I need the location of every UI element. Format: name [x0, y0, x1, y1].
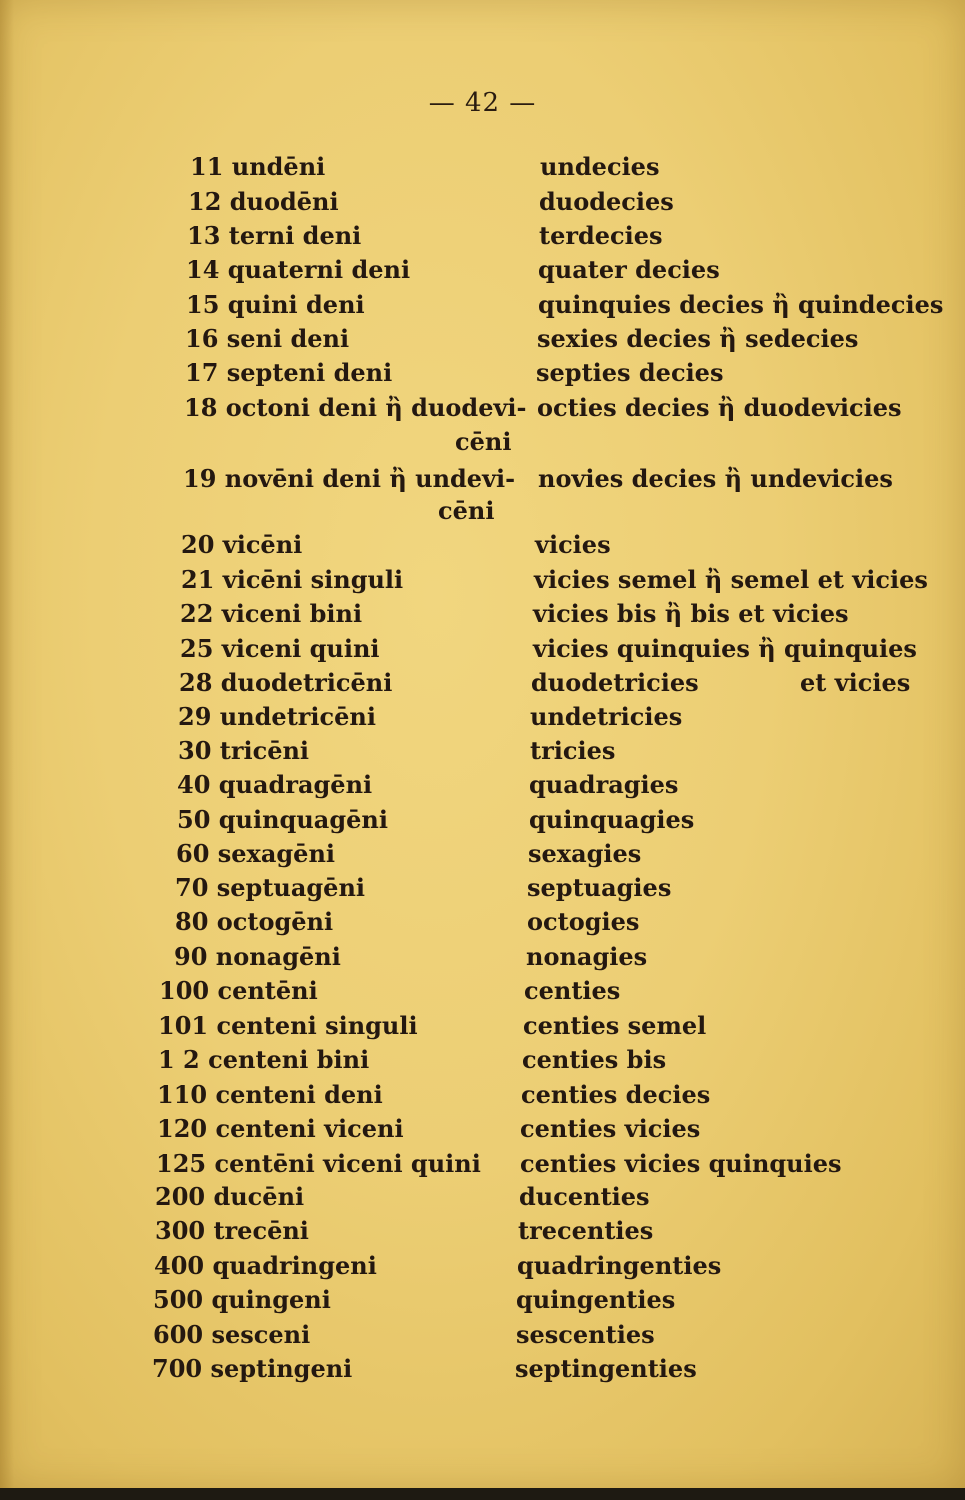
numeral-adverb: vicies — [535, 530, 611, 559]
table-row — [0, 1352, 965, 1386]
numeral-adverb: novies decies ἢ undevicies — [538, 464, 893, 493]
distributive-numeral-continuation: cēni — [455, 427, 512, 456]
table-row — [0, 253, 965, 287]
table-row — [0, 185, 965, 219]
numeral-adverb: duodetricies — [531, 668, 699, 697]
numeral-adverb: undetricies — [530, 702, 683, 731]
distributive-numeral: 22 viceni bini — [180, 599, 363, 628]
numeral-adverb-continuation: et vicies — [800, 668, 911, 697]
distributive-numeral-continuation: cēni — [438, 496, 495, 525]
table-row — [0, 219, 965, 253]
table-row-continuation — [0, 425, 965, 459]
table-row — [0, 528, 965, 562]
table-row — [0, 700, 965, 734]
numeral-adverb: quingenties — [516, 1285, 676, 1314]
numeral-adverb: octogies — [527, 907, 640, 936]
table-row — [0, 322, 965, 356]
table-row — [0, 974, 965, 1008]
numeral-adverb: centies bis — [522, 1045, 667, 1074]
table-row — [0, 391, 965, 425]
numeral-adverb: ducenties — [519, 1182, 650, 1211]
numeral-adverb: vicies semel ἢ semel et vicies — [534, 565, 928, 594]
distributive-numeral: 101 centeni singuli — [158, 1011, 418, 1040]
numeral-adverb: septingenties — [515, 1354, 697, 1383]
table-row — [0, 803, 965, 837]
distributive-numeral: 29 undetricēni — [178, 702, 376, 731]
numeral-adverb: centies decies — [521, 1080, 711, 1109]
scan-bottom-border — [0, 1488, 965, 1500]
distributive-numeral: 125 centēni viceni quini — [156, 1149, 481, 1178]
table-row — [0, 940, 965, 974]
distributive-numeral: 14 quaterni deni — [186, 255, 411, 284]
distributive-numeral: 21 vicēni singuli — [181, 565, 404, 594]
table-row — [0, 1180, 965, 1214]
distributive-numeral: 300 trecēni — [155, 1216, 309, 1245]
table-row — [0, 1249, 965, 1283]
numeral-adverb: centies — [524, 976, 621, 1005]
table-row — [0, 1283, 965, 1317]
distributive-numeral: 700 septingeni — [152, 1354, 353, 1383]
table-row — [0, 871, 965, 905]
numeral-adverb: quinquagies — [529, 805, 695, 834]
distributive-numeral: 11 undēni — [190, 152, 326, 181]
table-row — [0, 563, 965, 597]
table-row — [0, 597, 965, 631]
numeral-adverb: centies vicies — [520, 1114, 701, 1143]
numeral-adverb: tricies — [530, 736, 616, 765]
table-row — [0, 1078, 965, 1112]
numeral-adverb: trecenties — [518, 1216, 654, 1245]
distributive-numeral: 40 quadragēni — [177, 770, 373, 799]
numeral-adverb: quinquies decies ἢ quindecies — [538, 290, 944, 319]
distributive-numeral: 120 centeni viceni — [157, 1114, 404, 1143]
numeral-adverb: sexies decies ἢ sedecies — [537, 324, 859, 353]
distributive-numeral: 90 nonagēni — [174, 942, 341, 971]
numeral-adverb: duodecies — [539, 187, 674, 216]
table-row — [0, 356, 965, 390]
table-row — [0, 1318, 965, 1352]
table-row — [0, 734, 965, 768]
distributive-numeral: 60 sexagēni — [176, 839, 336, 868]
distributive-numeral: 15 quini deni — [186, 290, 365, 319]
distributive-numeral: 18 octoni deni ἢ duodevi- — [184, 393, 527, 422]
numeral-adverb: sexagies — [528, 839, 642, 868]
page-number: — 42 — — [428, 88, 537, 118]
numeral-adverb: nonagies — [526, 942, 648, 971]
distributive-numeral: 100 centēni — [159, 976, 318, 1005]
numeral-adverb: centies semel — [523, 1011, 707, 1040]
numeral-adverb: terdecies — [539, 221, 663, 250]
numeral-adverb: quadragies — [529, 770, 679, 799]
distributive-numeral: 600 sesceni — [153, 1320, 311, 1349]
distributive-numeral: 17 septeni deni — [185, 358, 393, 387]
numeral-adverb: centies vicies quinquies — [520, 1149, 842, 1178]
table-row — [0, 632, 965, 666]
distributive-numeral: 500 quingeni — [153, 1285, 331, 1314]
distributive-numeral: 19 novēni deni ἢ undevi- — [183, 464, 516, 493]
table-row — [0, 837, 965, 871]
table-row — [0, 1043, 965, 1077]
table-row — [0, 768, 965, 802]
table-row — [0, 288, 965, 322]
distributive-numeral: 20 vicēni — [181, 530, 303, 559]
table-row — [0, 1147, 965, 1181]
table-row — [0, 666, 965, 700]
table-row — [0, 1112, 965, 1146]
distributive-numeral: 200 ducēni — [155, 1182, 305, 1211]
numeral-adverb: septuagies — [527, 873, 672, 902]
table-row-continuation — [0, 494, 965, 528]
table-row — [0, 462, 965, 496]
distributive-numeral: 16 seni deni — [185, 324, 350, 353]
table-row — [0, 1214, 965, 1248]
numeral-adverb: quater decies — [538, 255, 720, 284]
numeral-adverb: septies decies — [536, 358, 724, 387]
distributive-numeral: 13 terni deni — [187, 221, 362, 250]
distributive-numeral: 400 quadringeni — [154, 1251, 377, 1280]
distributive-numeral: 28 duodetricēni — [179, 668, 393, 697]
table-row — [0, 150, 965, 184]
numeral-adverb: undecies — [540, 152, 660, 181]
table-row — [0, 1009, 965, 1043]
table-row — [0, 905, 965, 939]
numeral-adverb: vicies quinquies ἢ quinquies — [533, 634, 917, 663]
distributive-numeral: 30 tricēni — [178, 736, 310, 765]
numeral-adverb: quadringenties — [517, 1251, 722, 1280]
distributive-numeral: 12 duodēni — [188, 187, 339, 216]
numeral-adverb: sescenties — [516, 1320, 655, 1349]
distributive-numeral: 25 viceni quini — [180, 634, 380, 663]
numeral-adverb: octies decies ἢ duodevicies — [537, 393, 902, 422]
distributive-numeral: 110 centeni deni — [157, 1080, 383, 1109]
distributive-numeral: 50 quinquagēni — [177, 805, 388, 834]
distributive-numeral: 80 octogēni — [175, 907, 334, 936]
distributive-numeral: 70 septuagēni — [175, 873, 366, 902]
distributive-numeral: 1 2 centeni bini — [158, 1045, 370, 1074]
numeral-adverb: vicies bis ἢ bis et vicies — [533, 599, 849, 628]
